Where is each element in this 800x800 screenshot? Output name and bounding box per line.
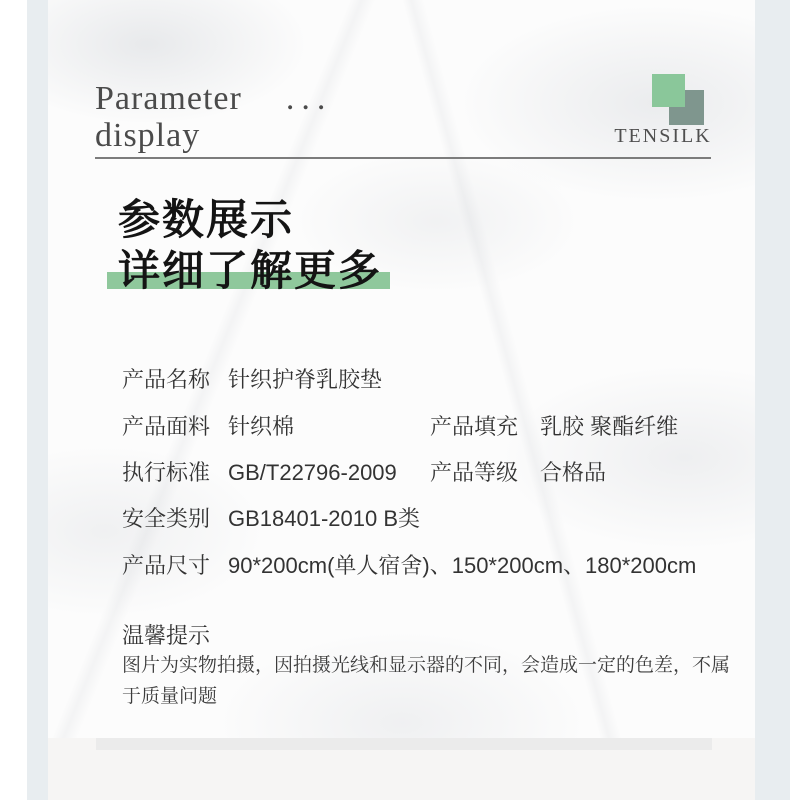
parameter-row-fabric: [122, 410, 294, 441]
parameter-row-size: [122, 549, 696, 580]
tips-body: 图片为实物拍摄，因拍摄光线和显示器的不同，会造成一定的色差，不属于质量问题: [122, 655, 731, 707]
chinese-headline-line2: 详细了解更多: [118, 249, 383, 295]
english-title-text1: Parameter: [95, 80, 242, 117]
parameter-label: 安全类别: [122, 506, 211, 531]
logo-green-square-icon: [652, 74, 685, 107]
parameter-value: 乳胶 聚酯纤维: [540, 414, 679, 439]
parameter-value: 针织棉: [228, 414, 295, 439]
right-gutter: [755, 0, 790, 800]
parameter-value: 针织护脊乳胶垫: [228, 367, 383, 392]
parameter-row-filling: [430, 410, 678, 441]
parameter-label: 产品等级: [430, 460, 519, 485]
left-gutter: [27, 0, 48, 800]
title-underline: [95, 157, 711, 159]
chinese-headline-line1: 参数展示: [118, 198, 295, 244]
parameter-row-grade: [430, 456, 606, 487]
marble-section: [48, 0, 755, 738]
parameter-row-standard: [122, 456, 397, 487]
chinese-headline: [118, 196, 382, 298]
tips-title: 温馨提示: [122, 623, 211, 648]
parameter-value: 合格品: [540, 460, 607, 485]
parameter-value: 90*200cm(单人宿舍)、150*200cm、180*200cm: [228, 553, 697, 578]
parameter-row-safety: [122, 502, 420, 533]
parameter-label: 执行标准: [122, 460, 211, 485]
ellipsis-decoration: ...: [285, 80, 333, 117]
english-title-line2: display: [95, 117, 201, 154]
parameter-value: GB/T22796-2009: [228, 460, 397, 485]
brand-name: TENSILK: [614, 125, 712, 147]
english-title-line1: [95, 80, 332, 117]
parameter-row-name: [122, 363, 382, 394]
parameter-label: 产品尺寸: [122, 553, 211, 578]
next-section-band: [96, 738, 712, 750]
parameter-label: 产品填充: [430, 414, 519, 439]
next-section-preview: [48, 738, 755, 800]
english-title: [95, 80, 332, 154]
parameter-label: 产品名称: [122, 367, 211, 392]
parameter-label: 产品面料: [122, 414, 211, 439]
parameter-value: GB18401-2010 B类: [228, 506, 421, 531]
